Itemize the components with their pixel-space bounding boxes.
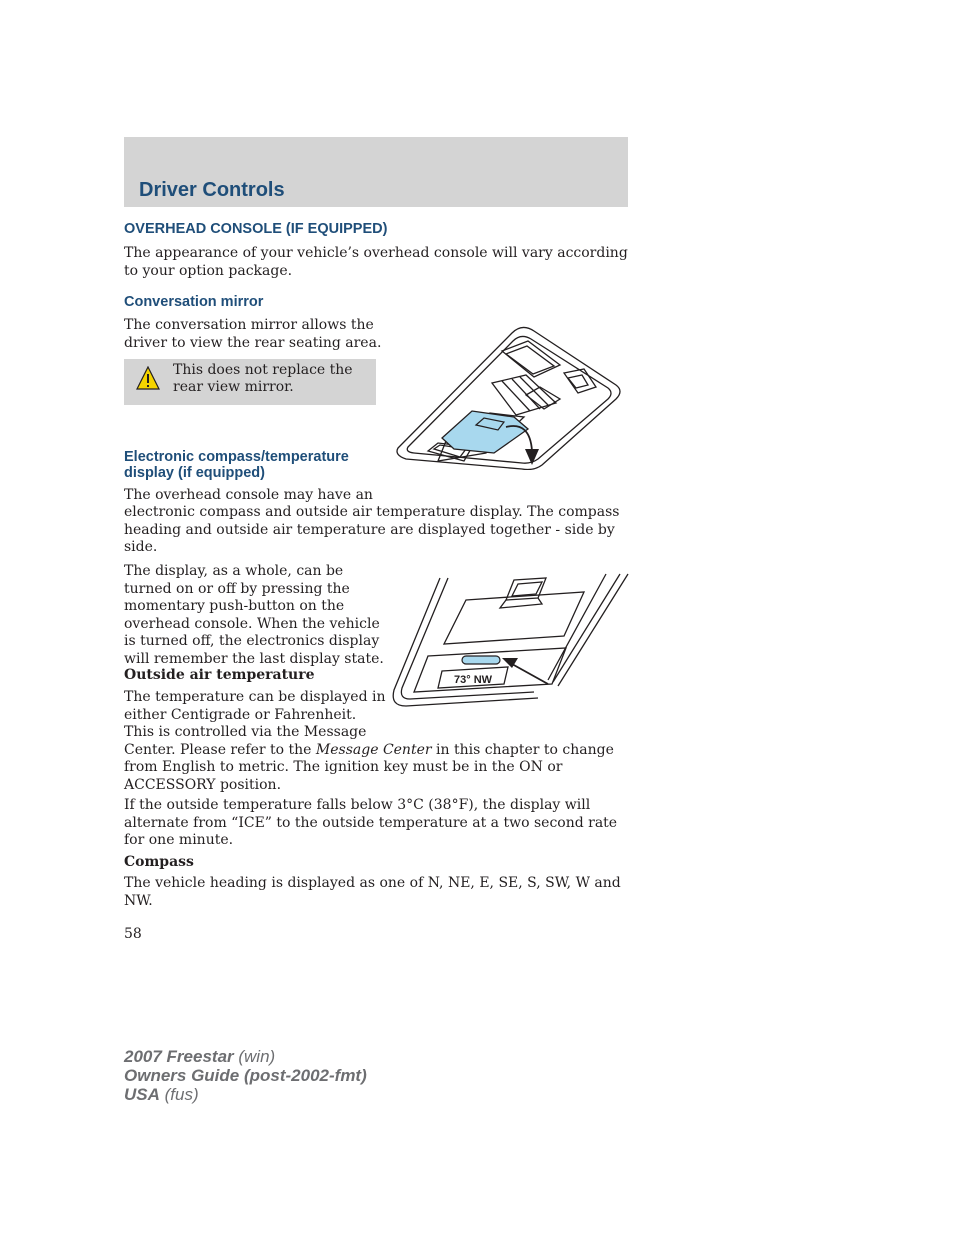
warning-icon: [136, 366, 160, 390]
footer-text: (win): [233, 1047, 276, 1066]
outside-temp-heading: Outside air temperature: [124, 667, 315, 683]
p2-line: is turned off, the electronics display: [124, 633, 380, 649]
temp-line: [124, 742, 628, 760]
p2-line: The display, as a whole, can be: [124, 563, 344, 579]
mirror-line: driver to view the rear seating area.: [124, 334, 382, 351]
warning-line: rear view mirror.: [173, 379, 294, 395]
conversation-mirror-body: [124, 317, 384, 352]
display-readout: 73° NW: [454, 674, 493, 686]
footer-line: [124, 1047, 367, 1066]
temp-line: This is controlled via the Message: [124, 724, 367, 740]
compass-display-p2: [124, 563, 392, 668]
compass-heading: Compass: [124, 854, 194, 870]
warning-line: This does not replace the: [173, 362, 353, 378]
p2-line: momentary push-button on the: [124, 598, 345, 614]
conversation-mirror-heading: Conversation mirror: [124, 294, 264, 310]
section-header-band: [124, 137, 628, 207]
temp-text: Center. Please refer to the: [124, 741, 316, 758]
temp-line: either Centigrade or Fahrenheit.: [124, 706, 357, 723]
footer-text: Owners Guide (post-2002-fmt): [124, 1066, 367, 1085]
footer-line: [124, 1085, 367, 1104]
mirror-line: The conversation mirror allows the: [124, 317, 374, 333]
section-title: Driver Controls: [139, 179, 285, 201]
footer-text: 2007 Freestar: [124, 1047, 234, 1066]
temp-line: from English to metric. The ignition key must be in the ON or: [124, 759, 563, 775]
p2-line: will remember the last display state.: [124, 650, 384, 667]
footer: [124, 1047, 367, 1104]
p2-line: turned on or off by pressing the: [124, 580, 350, 597]
footer-text: (fus): [159, 1085, 199, 1104]
p2-line: overhead console. When the vehicle: [124, 615, 380, 632]
heading-line: display (if equipped): [124, 465, 265, 481]
overhead-console-heading: OVERHEAD CONSOLE (IF EQUIPPED): [124, 221, 388, 237]
temp-line: ACCESSORY position.: [124, 776, 282, 793]
ice-paragraph: If the outside temperature falls below 3°C (38°F), the display will alternate from “ICE” to the outside temperature at a two second rate for one minute.: [124, 797, 618, 848]
message-center-ref: Message Center: [315, 741, 432, 758]
compass-display-p1-rest: electronic compass and outside air temperature display. The compass heading and outside air temperature are displayed together - side by side.: [124, 504, 620, 555]
overhead-intro: The appearance of your vehicle’s overhead console will vary according to your option package.: [124, 245, 628, 279]
temp-line: The temperature can be displayed in: [124, 689, 386, 705]
warning-text: [173, 362, 373, 396]
compass-display-p1-line1: The overhead console may have an: [124, 487, 373, 503]
footer-line: [124, 1066, 367, 1085]
compass-display-heading: [124, 449, 349, 481]
overhead-console-illustration: [394, 325, 624, 470]
outside-temp-body: [124, 689, 628, 794]
page-number: 58: [124, 926, 142, 942]
compass-body: The vehicle heading is displayed as one of N, NE, E, SE, S, SW, W and NW.: [124, 875, 621, 909]
warning-box: [124, 359, 376, 405]
temp-text: in this chapter to change: [431, 741, 614, 758]
footer-text: USA: [124, 1085, 160, 1104]
heading-line: Electronic compass/temperature: [124, 449, 349, 465]
